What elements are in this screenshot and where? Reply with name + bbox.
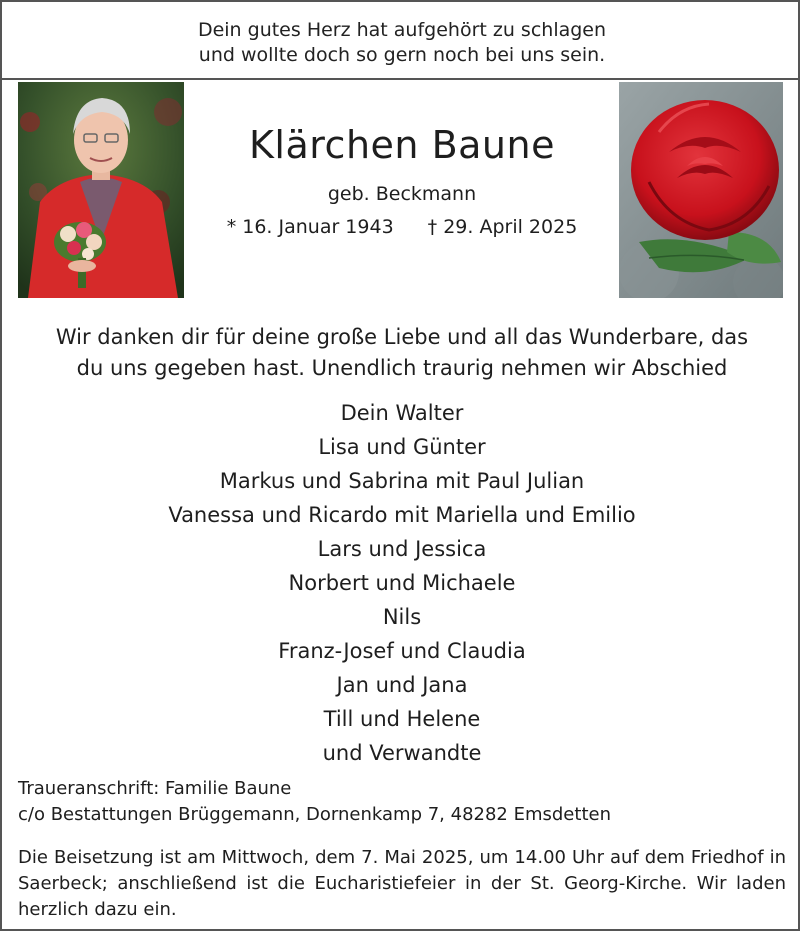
thanks-line-1: Wir danken dir für deine große Liebe und all das Wunderbare, das xyxy=(55,325,749,349)
address-line-2: c/o Bestattungen Brüggemann, Dornenkamp 7, 48282 Emsdetten xyxy=(18,804,611,825)
thanks-line-2: du uns gegeben hast. Unendlich traurig nehmen wir Abschied xyxy=(76,356,728,380)
mourner-entry: Lars und Jessica xyxy=(317,537,487,561)
mourner-entry: Jan und Jana xyxy=(336,673,468,697)
death-date: † 29. April 2025 xyxy=(427,216,578,238)
birth-date: * 16. Januar 1943 xyxy=(226,216,394,238)
mourner-entry: Till und Helene xyxy=(323,707,481,731)
motto-line-2: und wollte doch so gern noch bei uns sein. xyxy=(198,44,606,66)
condolence-address xyxy=(18,776,611,828)
portrait-photo xyxy=(18,82,184,298)
funeral-details: Die Beisetzung ist am Mittwoch, dem 7. Mai 2025, um 14.00 Uhr auf dem Friedhof in Saerbeck; anschließend ist die Eucharistiefeier in der St. Georg-Kirche. Wir laden herzlich dazu ein. xyxy=(18,847,786,920)
thanks-text xyxy=(12,322,792,384)
deceased-name: Klärchen Baune xyxy=(249,123,555,167)
motto-line-1: Dein gutes Herz hat aufgehört zu schlagen xyxy=(197,19,607,41)
mourner-entry: Lisa und Günter xyxy=(318,435,486,459)
mourner-entry: Norbert und Michaele xyxy=(288,571,516,595)
life-dates xyxy=(192,215,612,239)
address-line-1: Traueranschrift: Familie Baune xyxy=(18,778,292,799)
maiden-name: geb. Beckmann xyxy=(327,183,477,205)
mourner-entry: Nils xyxy=(382,605,422,629)
mourner-entry: und Verwandte xyxy=(322,741,482,765)
red-rose-photo xyxy=(619,82,783,298)
mourner-entry: Dein Walter xyxy=(340,401,464,425)
mourners-list xyxy=(2,396,800,770)
divider-line xyxy=(2,78,800,80)
mourner-entry: Vanessa und Ricardo mit Mariella und Emilio xyxy=(168,503,636,527)
motto xyxy=(2,18,800,68)
mourner-entry: Markus und Sabrina mit Paul Julian xyxy=(219,469,585,493)
mourner-entry: Franz-Josef und Claudia xyxy=(278,639,526,663)
